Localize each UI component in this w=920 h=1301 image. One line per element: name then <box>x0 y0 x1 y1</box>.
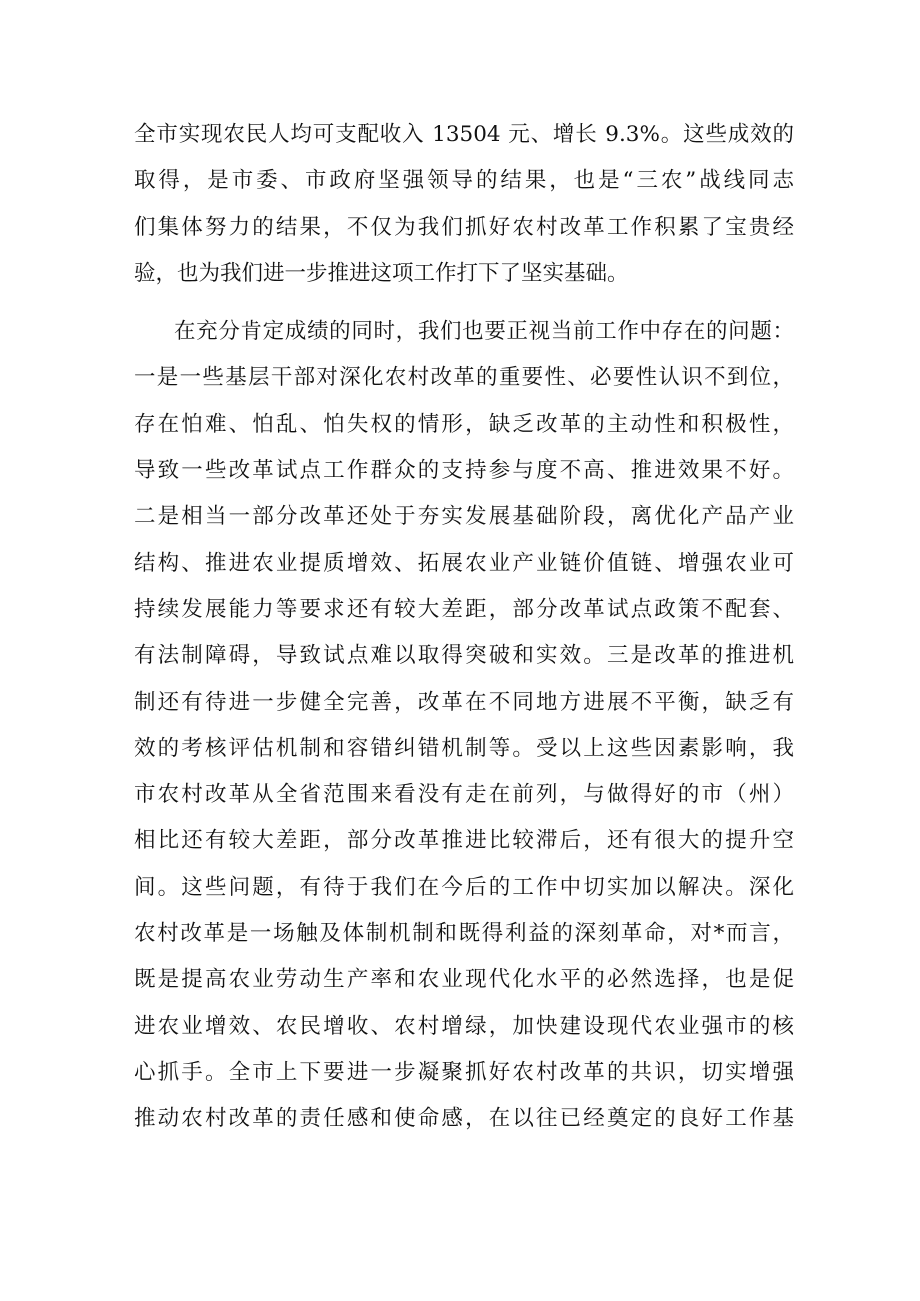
text-line: 效的考核评估机制和容错纠错机制等。受以上这些因素影响，我 <box>134 735 794 761</box>
text-line: 制还有待进一步健全完善，改革在不同地方进展不平衡，缺乏有 <box>134 689 794 715</box>
paragraph-gap <box>134 297 794 309</box>
text-line: 心抓手。全市上下要进一步凝聚抓好农村改革的共识，切实增强 <box>134 1059 794 1085</box>
paragraph-achievements <box>134 112 794 297</box>
text-line: 验，也为我们进一步推进这项工作打下了坚实基础。 <box>134 260 629 286</box>
text-line: 进农业增效、农民增收、农村增绿，加快建设现代农业强市的核 <box>134 1013 794 1039</box>
text-line: 相比还有较大差距，部分改革推进比较滞后，还有很大的提升空 <box>134 828 794 854</box>
text-line: 结构、推进农业提质增效、拓展农业产业链价值链、增强农业可 <box>134 550 794 576</box>
text-line: 市农村改革从全省范围来看没有走在前列，与做得好的市（州） <box>134 782 794 808</box>
text-line: 间。这些问题，有待于我们在今后的工作中切实加以解决。深化 <box>134 874 794 900</box>
paragraph-problems <box>134 309 794 1142</box>
text-line: 农村改革是一场触及体制机制和既得利益的深刻革命，对*而言， <box>134 921 794 947</box>
text-line: 取得，是市委、市政府坚强领导的结果，也是“三农”战线同志 <box>134 168 794 194</box>
text-line: 有法制障碍，导致试点难以取得突破和实效。三是改革的推进机 <box>134 643 794 669</box>
text-line: 既是提高农业劳动生产率和农业现代化水平的必然选择，也是促 <box>134 967 794 993</box>
text-line: 导致一些改革试点工作群众的支持参与度不高、推进效果不好。 <box>134 458 794 484</box>
document-body <box>134 112 794 1143</box>
text-line: 推动农村改革的责任感和使命感，在以往已经奠定的良好工作基 <box>134 1106 794 1132</box>
text-line: 存在怕难、怕乱、怕失权的情形，缺乏改革的主动性和积极性， <box>134 411 794 437</box>
text-line: 持续发展能力等要求还有较大差距，部分改革试点政策不配套、 <box>134 596 794 622</box>
text-line: 在充分肯定成绩的同时，我们也要正视当前工作中存在的问题： <box>174 319 794 345</box>
text-line: 全市实现农民人均可支配收入 13504 元、增长 9.3%。这些成效的 <box>134 122 794 147</box>
text-line: 一是一些基层干部对深化农村改革的重要性、必要性认识不到位， <box>134 365 794 391</box>
text-line: 二是相当一部分改革还处于夯实发展基础阶段，离优化产品产业 <box>134 504 794 530</box>
text-line: 们集体努力的结果，不仅为我们抓好农村改革工作积累了宝贵经 <box>134 214 794 240</box>
